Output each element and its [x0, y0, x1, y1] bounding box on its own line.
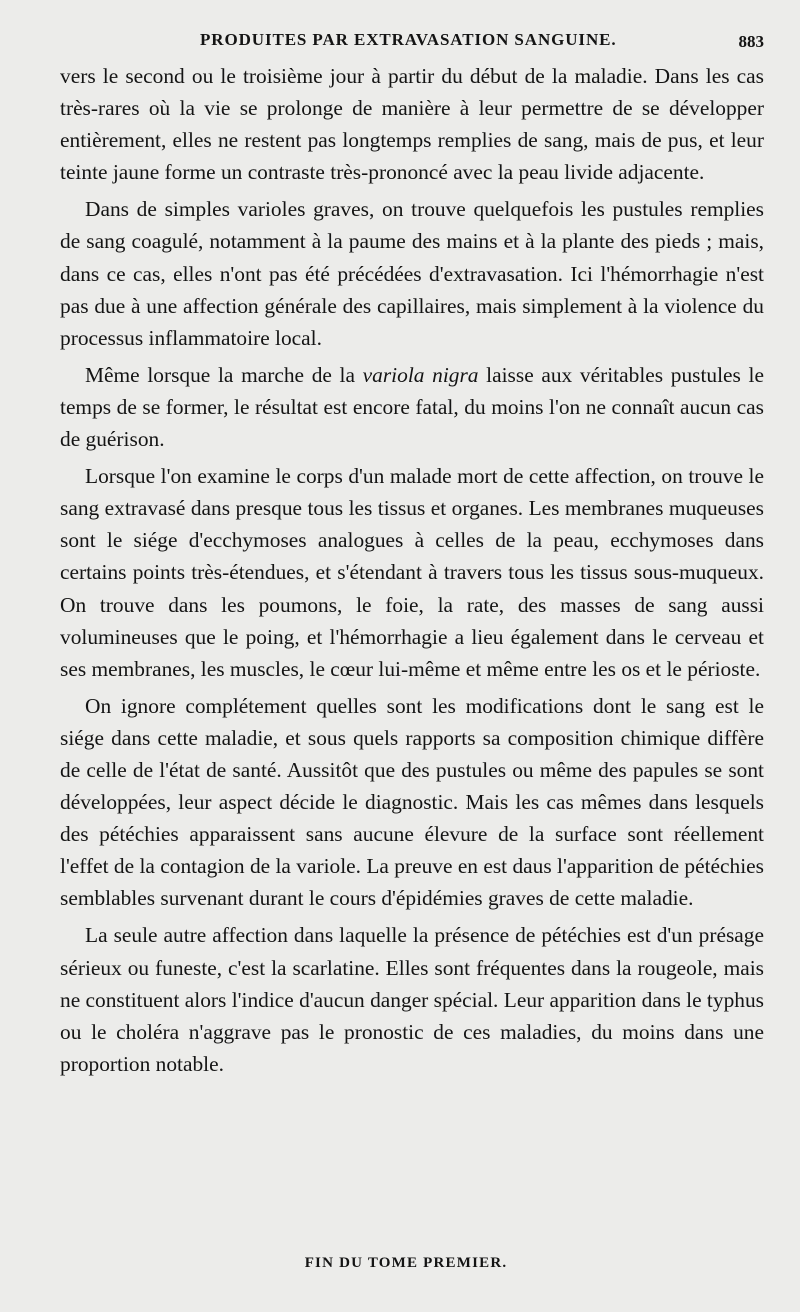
page-header	[0, 30, 800, 56]
paragraph-2: Dans de simples varioles graves, on trouve quelquefois les pustules remplies de sang coagulé, notamment à la paume des mains et à la plante des pieds ; mais, dans ce cas, elles n'ont pas été précédées d'extravasation. Ici l'hémorrhagie n'est pas due à une affection générale des capillaires, mais simplement à la violence du processus inflammatoire local.	[60, 197, 764, 350]
page-footer	[0, 1254, 800, 1272]
paragraph-3	[60, 359, 764, 455]
paragraph-3-text-start: Même lorsque la marche de la	[85, 362, 363, 387]
paragraph-3-text-end: laisse aux véritables pustules le temps de se former, le résultat est encore fatal, du moins l'on ne connaît aucun cas de guérison.	[60, 362, 764, 452]
running-title: PRODUITES PAR EXTRAVASATION SANGUINE.	[200, 30, 617, 49]
end-of-volume-note: FIN DU TOME PREMIER.	[304, 1255, 508, 1271]
paragraph-6: La seule autre affection dans laquelle la présence de pétéchies est d'un présage sérieux ou funeste, c'est la scarlatine. Elles sont fréquentes dans la rougeole, mais ne constituent alors l'indice d'aucun danger spécial. Leur apparition dans le typhus ou le choléra n'aggrave pas le pronostic de ces maladies, du moins dans une proportion notable.	[60, 923, 764, 1076]
body-text	[60, 60, 764, 1085]
paragraph-3-italic-term: variola nigra	[362, 362, 479, 387]
page-number: 883	[738, 32, 764, 51]
paragraph-5: On ignore complétement quelles sont les modifications dont le sang est le siége dans cette maladie, et sous quels rapports sa composition chimique diffère de celle de l'état de santé. Aussitôt que des pustules ou même des papules se sont développées, leur aspect décide le diagnostic. Mais les cas mêmes dans lesquels des pétéchies apparaissent sans aucune élevure de la surface sont réellement l'effet de la contagion de la variole. La preuve en est daus l'apparition de pétéchies semblables survenant durant le cours d'épidémies graves de cette maladie.	[60, 693, 765, 911]
paragraph-1: vers le second ou le troisième jour à partir du début de la maladie. Dans les cas très-rares où la vie se prolonge de manière à leur permettre de se développer entièrement, elles ne restent pas longtemps remplies de sang, mais de pus, et leur teinte jaune forme un contraste très-prononcé avec la peau livide adjacente.	[60, 64, 764, 185]
paragraph-4: Lorsque l'on examine le corps d'un malade mort de cette affection, on trouve le sang extravasé dans presque tous les tissus et organes. Les membranes muqueuses sont le siége d'ecchymoses analogues à celles de la peau, ecchymoses dans certains points très-étendues, et s'étendant à travers tous les tissus sous-muqueux. On trouve dans les poumons, le foie, la rate, des masses de sang aussi volumineuses que le poing, et l'hémorrhagie a lieu également dans le cerveau et ses membranes, les muscles, le cœur lui-même et même entre les os et le périoste.	[60, 464, 764, 681]
